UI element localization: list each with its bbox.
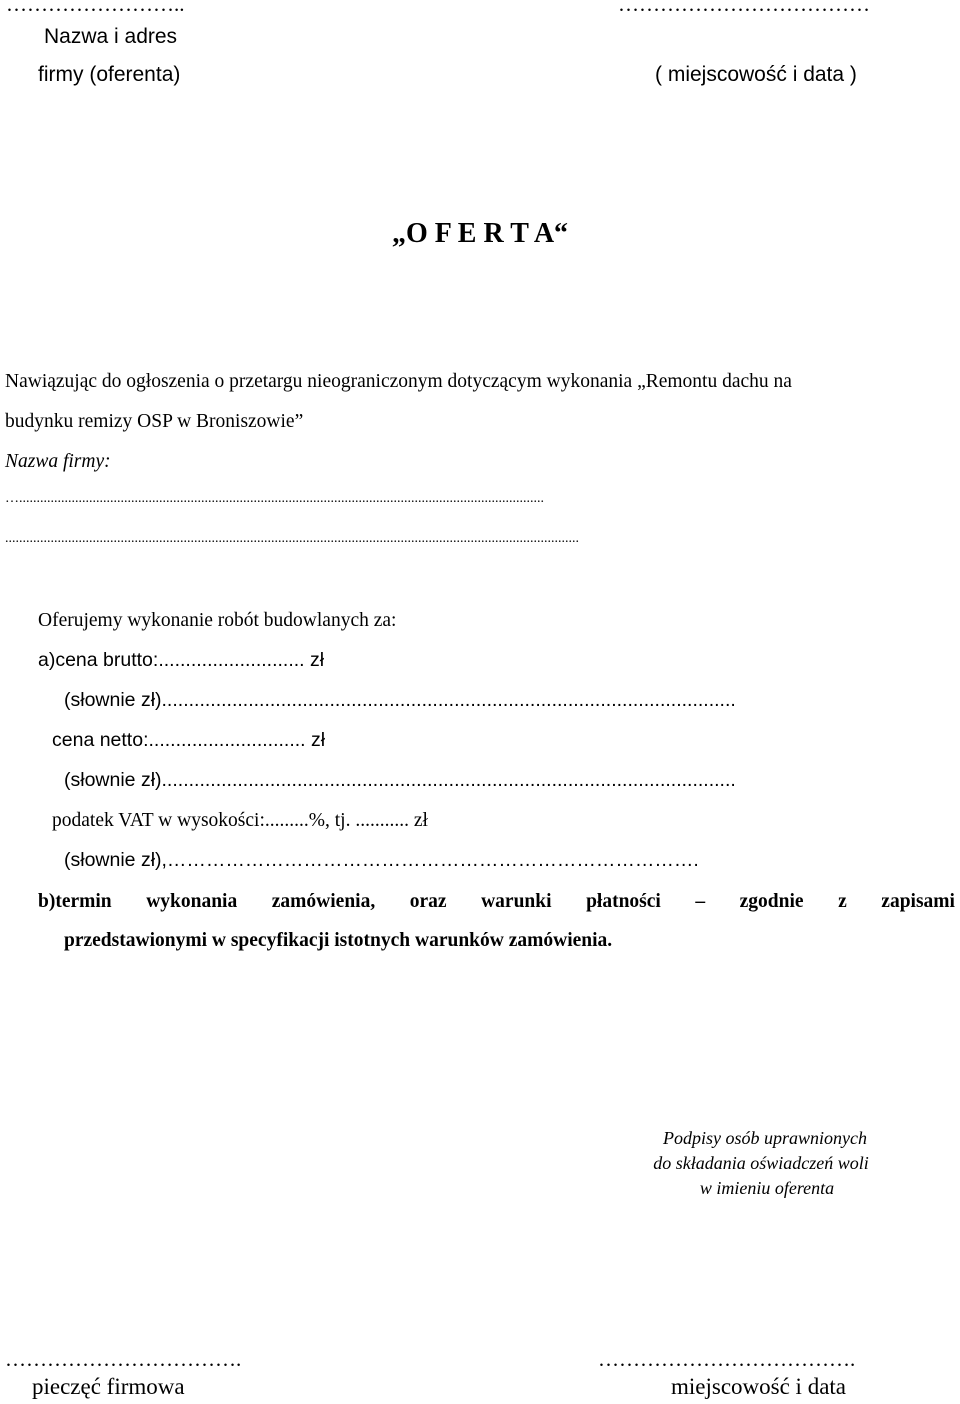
terms-line-2: przedstawionymi w specyfikacji istotnych warunków zamówienia. <box>64 930 613 951</box>
header-left-dots: …………………….. <box>6 0 185 16</box>
company-offerent-label: firmy (oferenta) <box>38 63 181 86</box>
terms-word: warunki <box>481 891 552 912</box>
terms-word: z <box>838 891 847 912</box>
signature-line-1: Podpisy osób uprawnionych <box>663 1128 867 1148</box>
vat-words-line: (słownie zł),………………………………………………………………………. <box>64 851 699 871</box>
terms-word: oraz <box>409 891 447 912</box>
vat-line: podatek VAT w wysokości:.........%, tj. ........... zł <box>52 810 428 831</box>
gross-price-words-line: (słownie zł).......................................................................................................... <box>64 691 736 711</box>
stamp-dots: ……………………………. <box>5 1347 242 1371</box>
terms-line-1 <box>38 891 955 913</box>
terms-word: b)termin <box>38 891 112 912</box>
company-name-dots-2: .................................................................................................................................................................... <box>5 532 579 546</box>
terms-word: zapisami <box>881 891 955 912</box>
net-price-line: cena netto:............................. zł <box>52 729 326 751</box>
header-right-dots: ……………………………… <box>618 0 870 16</box>
company-name-field-label: Nazwa firmy: <box>5 451 111 472</box>
company-name-dots-1: …...................................................................................................................................................... <box>5 492 544 506</box>
net-price-words-line: (słownie zł).......................................................................................................... <box>64 771 736 791</box>
place-date-label: ( miejscowość i data ) <box>655 63 857 86</box>
intro-line-2: budynku remizy OSP w Broniszowie” <box>5 411 304 432</box>
company-name-address-label: Nazwa i adres <box>44 25 178 48</box>
terms-word: płatności <box>586 891 661 912</box>
terms-word: – <box>695 891 706 912</box>
terms-word: zgodnie <box>739 891 804 912</box>
signature-line-2: do składania oświadczeń woli <box>653 1153 869 1173</box>
signature-line-3: w imieniu oferenta <box>699 1178 835 1198</box>
company-stamp-label: pieczęć firmowa <box>32 1374 185 1399</box>
footer-date-dots: ………………………………. <box>598 1347 856 1371</box>
terms-word: zamówienia, <box>271 891 376 912</box>
footer-place-date-label: miejscowość i data <box>671 1374 847 1399</box>
gross-price-line: a)cena brutto:........................... zł <box>38 649 325 671</box>
terms-word: wykonania <box>146 891 238 912</box>
document-title: „O F E R T A“ <box>391 218 569 249</box>
offer-heading: Oferujemy wykonanie robót budowlanych za: <box>38 610 397 631</box>
intro-line-1: Nawiązując do ogłoszenia o przetargu nieograniczonym dotyczącym wykonania „Remontu dachu na <box>5 371 792 392</box>
